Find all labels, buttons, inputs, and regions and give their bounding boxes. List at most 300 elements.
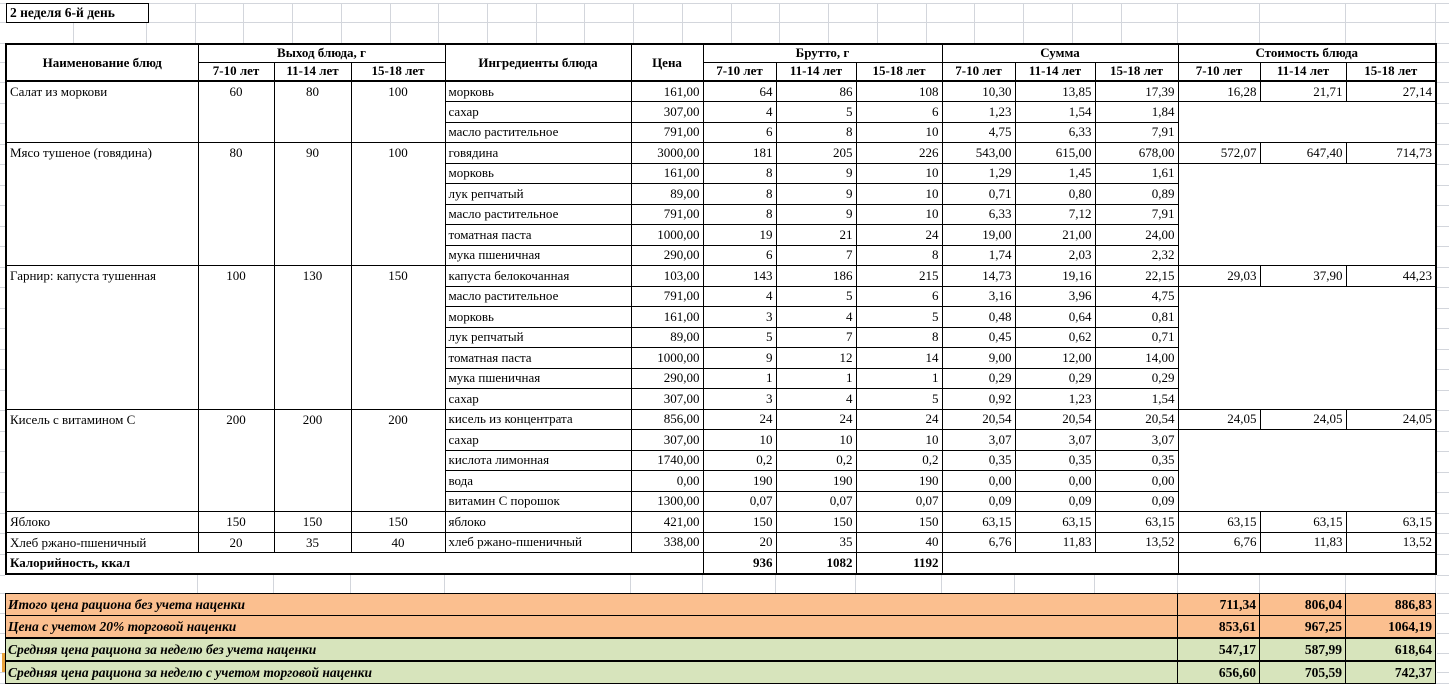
ingredient-cell[interactable]: морковь <box>445 81 631 102</box>
sum-cell[interactable]: 63,15 <box>942 512 1015 533</box>
brutto-cell[interactable]: 1 <box>703 368 776 389</box>
empty-cell[interactable] <box>1178 553 1436 574</box>
sum-cell[interactable]: 1,54 <box>1095 389 1178 410</box>
gridline <box>828 3 829 43</box>
sum-cell[interactable]: 3,07 <box>942 430 1015 451</box>
ingredient-cell[interactable]: масло растительное <box>445 204 631 225</box>
sheet-title-cell[interactable] <box>6 3 149 23</box>
sum-cell[interactable]: 3,07 <box>1095 430 1178 451</box>
ingredient-cell[interactable]: морковь <box>445 163 631 184</box>
brutto-cell[interactable]: 150 <box>703 512 776 533</box>
brutto-cell[interactable]: 186 <box>776 266 856 287</box>
sum-cell[interactable]: 63,15 <box>1015 512 1095 533</box>
sum-cell[interactable]: 13,52 <box>1095 532 1178 553</box>
brutto-cell[interactable]: 4 <box>703 286 776 307</box>
brutto-cell[interactable]: 6 <box>703 245 776 266</box>
ingredient-cell[interactable]: витамин С порошок <box>445 491 631 512</box>
sum-cell[interactable]: 10,30 <box>942 81 1015 102</box>
price-cell[interactable]: 307,00 <box>631 430 703 451</box>
price-cell[interactable]: 791,00 <box>631 204 703 225</box>
brutto-cell[interactable]: 8 <box>703 184 776 205</box>
price-cell[interactable]: 1000,00 <box>631 225 703 246</box>
column-header-price[interactable]: Цена <box>631 44 703 81</box>
brutto-cell[interactable]: 8 <box>856 327 942 348</box>
brutto-cell[interactable]: 40 <box>856 532 942 553</box>
price-cell[interactable]: 791,00 <box>631 122 703 143</box>
dish-cost-cell[interactable]: 714,73 <box>1346 143 1436 164</box>
ingredient-cell[interactable]: сахар <box>445 102 631 123</box>
dish-name-cell[interactable]: Яблоко <box>6 512 198 533</box>
gridline <box>1437 492 1449 493</box>
brutto-cell[interactable]: 5 <box>776 286 856 307</box>
sum-cell[interactable]: 2,32 <box>1095 245 1178 266</box>
gridline <box>633 3 634 43</box>
price-cell[interactable]: 421,00 <box>631 512 703 533</box>
dish-output-cell[interactable]: 150 <box>198 512 274 533</box>
ingredient-cell[interactable]: морковь <box>445 307 631 328</box>
gridline <box>1437 226 1449 227</box>
sum-cell[interactable]: 0,09 <box>1095 491 1178 512</box>
sum-cell[interactable]: 6,33 <box>1015 122 1095 143</box>
sum-cell[interactable]: 0,81 <box>1095 307 1178 328</box>
dish-name-cell[interactable]: Кисель с витамином С <box>6 409 198 512</box>
ingredient-cell[interactable]: масло растительное <box>445 286 631 307</box>
summary-label-cell[interactable]: Цена с учетом 20% торговой наценки <box>6 616 1178 639</box>
brutto-cell[interactable]: 3 <box>703 389 776 410</box>
column-header-output[interactable]: Выход блюда, г <box>198 44 445 62</box>
brutto-cell[interactable]: 190 <box>776 471 856 492</box>
brutto-cell[interactable]: 19 <box>703 225 776 246</box>
brutto-cell[interactable]: 4 <box>776 307 856 328</box>
dish-name-cell[interactable]: Мясо тушеное (говядина) <box>6 143 198 266</box>
summary-value-cell[interactable]: 967,25 <box>1260 616 1346 639</box>
dish-output-cell[interactable]: 40 <box>351 532 445 553</box>
sum-cell[interactable]: 0,35 <box>1095 450 1178 471</box>
sum-cell[interactable]: 0,48 <box>942 307 1015 328</box>
dish-cost-cell[interactable]: 37,90 <box>1260 266 1346 287</box>
sum-cell[interactable]: 4,75 <box>1095 286 1178 307</box>
summary-value-cell[interactable]: 705,59 <box>1260 661 1346 684</box>
sum-cell[interactable]: 1,45 <box>1015 163 1095 184</box>
brutto-cell[interactable]: 24 <box>856 225 942 246</box>
dish-cost-cell[interactable]: 13,52 <box>1346 532 1436 553</box>
column-header-age-group[interactable]: 7-10 лет <box>703 62 776 81</box>
dish-cost-cell[interactable]: 24,05 <box>1260 409 1346 430</box>
dish-cost-cell[interactable]: 63,15 <box>1178 512 1260 533</box>
summary-value-cell[interactable]: 853,61 <box>1178 616 1260 639</box>
sum-cell[interactable]: 1,23 <box>1015 389 1095 410</box>
brutto-cell[interactable]: 9 <box>776 184 856 205</box>
sum-cell[interactable]: 0,62 <box>1015 327 1095 348</box>
sum-cell[interactable]: 17,39 <box>1095 81 1178 102</box>
gridline <box>1437 123 1449 124</box>
price-cell[interactable]: 307,00 <box>631 102 703 123</box>
brutto-cell[interactable]: 24 <box>703 409 776 430</box>
price-cell[interactable]: 103,00 <box>631 266 703 287</box>
brutto-cell[interactable]: 1 <box>856 368 942 389</box>
gridline <box>1437 43 1449 44</box>
ingredient-cell[interactable]: капуста белокочанная <box>445 266 631 287</box>
sum-cell[interactable]: 1,61 <box>1095 163 1178 184</box>
price-cell[interactable]: 791,00 <box>631 286 703 307</box>
brutto-cell[interactable]: 1 <box>776 368 856 389</box>
brutto-cell[interactable]: 5 <box>856 389 942 410</box>
brutto-cell[interactable]: 190 <box>703 471 776 492</box>
dish-cost-cell[interactable]: 44,23 <box>1346 266 1436 287</box>
sum-cell[interactable]: 0,92 <box>942 389 1015 410</box>
brutto-cell[interactable]: 10 <box>856 204 942 225</box>
ingredient-cell[interactable]: мука пшеничная <box>445 368 631 389</box>
dish-cost-cell[interactable]: 63,15 <box>1346 512 1436 533</box>
sum-cell[interactable]: 20,54 <box>942 409 1015 430</box>
brutto-cell[interactable]: 0,2 <box>776 450 856 471</box>
price-cell[interactable]: 1300,00 <box>631 491 703 512</box>
brutto-cell[interactable]: 10 <box>856 430 942 451</box>
brutto-cell[interactable]: 21 <box>776 225 856 246</box>
gridline <box>877 3 878 43</box>
calories-value-cell[interactable]: 1192 <box>856 553 942 574</box>
ingredient-cell[interactable]: кислота лимонная <box>445 450 631 471</box>
gridline <box>1437 82 1449 83</box>
dish-output-cell[interactable]: 80 <box>274 81 351 143</box>
dish-cost-cell[interactable]: 24,05 <box>1178 409 1260 430</box>
ingredient-cell[interactable]: вода <box>445 471 631 492</box>
column-header-name[interactable]: Наименование блюд <box>6 44 198 81</box>
column-header-brutto[interactable]: Брутто, г <box>703 44 942 62</box>
sum-cell[interactable]: 20,54 <box>1095 409 1178 430</box>
sum-cell[interactable]: 3,96 <box>1015 286 1095 307</box>
dish-cost-cell[interactable]: 29,03 <box>1178 266 1260 287</box>
column-header-age-group[interactable]: 15-18 лет <box>351 62 445 81</box>
column-header-age-group[interactable]: 15-18 лет <box>856 62 942 81</box>
sum-cell[interactable]: 14,00 <box>1095 348 1178 369</box>
gridline <box>1014 574 1015 593</box>
brutto-cell[interactable]: 14 <box>856 348 942 369</box>
price-cell[interactable]: 161,00 <box>631 307 703 328</box>
brutto-cell[interactable]: 64 <box>703 81 776 102</box>
dish-output-cell[interactable]: 90 <box>274 143 351 266</box>
brutto-cell[interactable]: 5 <box>856 307 942 328</box>
dish-output-cell[interactable]: 200 <box>351 409 445 512</box>
gridline <box>1437 246 1449 247</box>
price-cell[interactable]: 307,00 <box>631 389 703 410</box>
gridline <box>1437 349 1449 350</box>
brutto-cell[interactable]: 7 <box>776 245 856 266</box>
price-cell[interactable]: 338,00 <box>631 532 703 553</box>
dish-cost-cell[interactable]: 11,83 <box>1260 532 1346 553</box>
sum-cell[interactable]: 19,00 <box>942 225 1015 246</box>
ingredient-cell[interactable]: яблоко <box>445 512 631 533</box>
dish-cost-cell[interactable]: 6,76 <box>1178 532 1260 553</box>
dish-cost-cell[interactable]: 21,71 <box>1260 81 1346 102</box>
price-cell[interactable]: 290,00 <box>631 245 703 266</box>
brutto-cell[interactable]: 10 <box>776 430 856 451</box>
price-cell[interactable]: 161,00 <box>631 81 703 102</box>
brutto-cell[interactable]: 108 <box>856 81 942 102</box>
gridline <box>1437 390 1449 391</box>
price-cell[interactable]: 290,00 <box>631 368 703 389</box>
sum-cell[interactable]: 7,91 <box>1095 204 1178 225</box>
price-cell[interactable]: 89,00 <box>631 184 703 205</box>
brutto-cell[interactable]: 8 <box>703 204 776 225</box>
brutto-cell[interactable]: 10 <box>856 122 942 143</box>
ingredient-cell[interactable]: томатная паста <box>445 225 631 246</box>
gridline <box>1437 308 1449 309</box>
gridline <box>273 574 274 593</box>
dish-cost-cell[interactable]: 16,28 <box>1178 81 1260 102</box>
dish-name-cell[interactable]: Салат из моркови <box>6 81 198 143</box>
brutto-cell[interactable]: 215 <box>856 266 942 287</box>
sum-cell[interactable]: 0,09 <box>942 491 1015 512</box>
sum-cell[interactable]: 0,35 <box>942 450 1015 471</box>
gridline <box>487 3 488 43</box>
brutto-cell[interactable]: 5 <box>703 327 776 348</box>
brutto-cell[interactable]: 10 <box>856 184 942 205</box>
column-header-sum[interactable]: Сумма <box>942 44 1178 62</box>
summary-value-cell[interactable]: 711,34 <box>1178 594 1260 616</box>
empty-cell[interactable] <box>1178 163 1436 266</box>
brutto-cell[interactable]: 0,07 <box>776 491 856 512</box>
brutto-cell[interactable]: 35 <box>776 532 856 553</box>
gridline <box>1437 369 1449 370</box>
brutto-cell[interactable]: 143 <box>703 266 776 287</box>
brutto-cell[interactable]: 24 <box>856 409 942 430</box>
sum-cell[interactable]: 0,80 <box>1015 184 1095 205</box>
sum-cell[interactable]: 0,29 <box>1015 368 1095 389</box>
dish-cost-cell[interactable]: 27,14 <box>1346 81 1436 102</box>
gridline <box>855 574 856 593</box>
sum-cell[interactable]: 7,12 <box>1015 204 1095 225</box>
summary-value-cell[interactable]: 587,99 <box>1260 638 1346 661</box>
dish-output-cell[interactable]: 150 <box>274 512 351 533</box>
brutto-cell[interactable]: 6 <box>856 286 942 307</box>
dish-output-cell[interactable]: 200 <box>274 409 351 512</box>
brutto-cell[interactable]: 150 <box>776 512 856 533</box>
column-header-age-group[interactable]: 15-18 лет <box>1095 62 1178 81</box>
sum-cell[interactable]: 24,00 <box>1095 225 1178 246</box>
brutto-cell[interactable]: 181 <box>703 143 776 164</box>
brutto-cell[interactable]: 205 <box>776 143 856 164</box>
dish-name-cell[interactable]: Хлеб ржано-пшеничный <box>6 532 198 553</box>
sum-cell[interactable]: 0,00 <box>1015 471 1095 492</box>
sum-cell[interactable]: 22,15 <box>1095 266 1178 287</box>
calories-label-cell[interactable]: Калорийность, ккал <box>6 553 703 574</box>
summary-value-cell[interactable]: 886,83 <box>1346 594 1436 616</box>
dish-output-cell[interactable]: 100 <box>198 266 274 410</box>
gridline <box>0 22 1449 23</box>
summary-label-cell[interactable]: Итого цена рациона без учета наценки <box>6 594 1178 616</box>
brutto-cell[interactable]: 226 <box>856 143 942 164</box>
sum-cell[interactable]: 3,16 <box>942 286 1015 307</box>
ingredient-cell[interactable]: говядина <box>445 143 631 164</box>
dish-output-cell[interactable]: 200 <box>198 409 274 512</box>
price-cell[interactable]: 1000,00 <box>631 348 703 369</box>
sum-cell[interactable]: 2,03 <box>1015 245 1095 266</box>
gridline <box>1437 593 1449 594</box>
sum-cell[interactable]: 63,15 <box>1095 512 1178 533</box>
dish-cost-cell[interactable]: 24,05 <box>1346 409 1436 430</box>
gridline <box>1437 410 1449 411</box>
summary-value-cell[interactable]: 806,04 <box>1260 594 1346 616</box>
price-cell[interactable]: 161,00 <box>631 163 703 184</box>
sum-cell[interactable]: 9,00 <box>942 348 1015 369</box>
brutto-cell[interactable]: 20 <box>703 532 776 553</box>
sum-cell[interactable]: 6,76 <box>942 532 1015 553</box>
sum-cell[interactable]: 0,00 <box>1095 471 1178 492</box>
price-cell[interactable]: 3000,00 <box>631 143 703 164</box>
brutto-cell[interactable]: 8 <box>703 163 776 184</box>
summary-label-cell[interactable]: Средняя цена рациона за неделю без учета наценки <box>6 638 1178 661</box>
dish-cost-cell[interactable]: 63,15 <box>1260 512 1346 533</box>
price-cell[interactable]: 89,00 <box>631 327 703 348</box>
gridline <box>1259 3 1260 43</box>
column-header-age-group[interactable]: 11-14 лет <box>274 62 351 81</box>
column-header-age-group[interactable]: 11-14 лет <box>1015 62 1095 81</box>
ingredient-cell[interactable]: сахар <box>445 430 631 451</box>
column-header-age-group[interactable]: 7-10 лет <box>942 62 1015 81</box>
sum-cell[interactable]: 1,54 <box>1015 102 1095 123</box>
sum-cell[interactable]: 0,29 <box>1095 368 1178 389</box>
gridline <box>1437 164 1449 165</box>
brutto-cell[interactable]: 6 <box>703 122 776 143</box>
sum-cell[interactable]: 21,00 <box>1015 225 1095 246</box>
brutto-cell[interactable]: 4 <box>703 102 776 123</box>
sum-cell[interactable]: 14,73 <box>942 266 1015 287</box>
dish-output-cell[interactable]: 60 <box>198 81 274 143</box>
summary-value-cell[interactable]: 547,17 <box>1178 638 1260 661</box>
brutto-cell[interactable]: 7 <box>776 327 856 348</box>
dish-cost-cell[interactable]: 572,07 <box>1178 143 1260 164</box>
empty-cell[interactable] <box>1178 102 1436 143</box>
dish-output-cell[interactable]: 150 <box>351 512 445 533</box>
sum-cell[interactable]: 0,00 <box>942 471 1015 492</box>
sum-cell[interactable]: 6,33 <box>942 204 1015 225</box>
sum-cell[interactable]: 12,00 <box>1015 348 1095 369</box>
dish-output-cell[interactable]: 100 <box>351 81 445 143</box>
column-header-age-group[interactable]: 11-14 лет <box>776 62 856 81</box>
sum-cell[interactable]: 13,85 <box>1015 81 1095 102</box>
sum-cell[interactable]: 7,91 <box>1095 122 1178 143</box>
brutto-cell[interactable]: 4 <box>776 389 856 410</box>
dish-cost-cell[interactable]: 647,40 <box>1260 143 1346 164</box>
ingredient-cell[interactable]: сахар <box>445 389 631 410</box>
ingredient-cell[interactable]: лук репчатый <box>445 184 631 205</box>
brutto-cell[interactable]: 0,07 <box>856 491 942 512</box>
sum-cell[interactable]: 0,29 <box>942 368 1015 389</box>
brutto-cell[interactable]: 150 <box>856 512 942 533</box>
dish-output-cell[interactable]: 20 <box>198 532 274 553</box>
gridline <box>1259 574 1260 593</box>
sum-cell[interactable]: 19,16 <box>1015 266 1095 287</box>
ingredient-cell[interactable]: кисель из концентрата <box>445 409 631 430</box>
calories-value-cell[interactable]: 936 <box>703 553 776 574</box>
ingredient-cell[interactable]: масло растительное <box>445 122 631 143</box>
column-header-age-group[interactable]: 15-18 лет <box>1346 62 1436 81</box>
ingredient-cell[interactable]: лук репчатый <box>445 327 631 348</box>
selected-cell[interactable]: 656,60 <box>1178 661 1260 684</box>
summary-label-cell[interactable]: Средняя цена рациона за неделю с учетом торговой наценки <box>6 661 1178 684</box>
brutto-cell[interactable]: 3 <box>703 307 776 328</box>
summary-value-cell[interactable]: 742,37 <box>1346 661 1436 684</box>
ingredient-cell[interactable]: томатная паста <box>445 348 631 369</box>
sum-cell[interactable]: 1,23 <box>942 102 1015 123</box>
dish-output-cell[interactable]: 100 <box>351 143 445 266</box>
brutto-cell[interactable]: 8 <box>856 245 942 266</box>
brutto-cell[interactable]: 12 <box>776 348 856 369</box>
empty-cell[interactable] <box>1178 286 1436 409</box>
sum-cell[interactable]: 0,09 <box>1015 491 1095 512</box>
dish-output-cell[interactable]: 80 <box>198 143 274 266</box>
price-cell[interactable]: 856,00 <box>631 409 703 430</box>
price-cell[interactable]: 0,00 <box>631 471 703 492</box>
ingredient-cell[interactable]: мука пшеничная <box>445 245 631 266</box>
sum-cell[interactable]: 20,54 <box>1015 409 1095 430</box>
column-header-age-group[interactable]: 11-14 лет <box>1260 62 1346 81</box>
dish-output-cell[interactable]: 35 <box>274 532 351 553</box>
brutto-cell[interactable]: 5 <box>776 102 856 123</box>
brutto-cell[interactable]: 10 <box>856 163 942 184</box>
gridline <box>390 3 391 43</box>
ingredient-cell[interactable]: хлеб ржано-пшеничный <box>445 532 631 553</box>
sum-cell[interactable]: 0,64 <box>1015 307 1095 328</box>
brutto-cell[interactable]: 8 <box>776 122 856 143</box>
sum-cell[interactable]: 1,84 <box>1095 102 1178 123</box>
empty-cell[interactable] <box>942 553 1178 574</box>
sum-cell[interactable]: 615,00 <box>1015 143 1095 164</box>
calories-value-cell[interactable]: 1082 <box>776 553 856 574</box>
column-header-age-group[interactable]: 7-10 лет <box>1178 62 1260 81</box>
sum-cell[interactable]: 0,45 <box>942 327 1015 348</box>
brutto-cell[interactable]: 10 <box>703 430 776 451</box>
column-header-age-group[interactable]: 7-10 лет <box>198 62 274 81</box>
summary-value-cell[interactable]: 618,64 <box>1346 638 1436 661</box>
brutto-cell[interactable]: 190 <box>856 471 942 492</box>
column-header-ingredients[interactable]: Ингредиенты блюда <box>445 44 631 81</box>
sum-cell[interactable]: 0,35 <box>1015 450 1095 471</box>
gridline <box>1437 22 1449 23</box>
dish-name-cell[interactable]: Гарнир: капуста тушенная <box>6 266 198 410</box>
brutto-cell[interactable]: 9 <box>776 163 856 184</box>
price-cell[interactable]: 1740,00 <box>631 450 703 471</box>
empty-cell[interactable] <box>1178 430 1436 512</box>
brutto-cell[interactable]: 0,2 <box>856 450 942 471</box>
sum-cell[interactable]: 0,71 <box>1095 327 1178 348</box>
column-header-cost[interactable]: Стоимость блюда <box>1178 44 1436 62</box>
brutto-cell[interactable]: 86 <box>776 81 856 102</box>
dish-output-cell[interactable]: 150 <box>351 266 445 410</box>
sum-cell[interactable]: 3,07 <box>1015 430 1095 451</box>
gridline <box>1437 472 1449 473</box>
sum-cell[interactable]: 1,29 <box>942 163 1015 184</box>
gridline <box>292 3 293 43</box>
brutto-cell[interactable]: 0,2 <box>703 450 776 471</box>
brutto-cell[interactable]: 24 <box>776 409 856 430</box>
sum-cell[interactable]: 678,00 <box>1095 143 1178 164</box>
sum-cell[interactable]: 11,83 <box>1015 532 1095 553</box>
sum-cell[interactable]: 0,89 <box>1095 184 1178 205</box>
sum-cell[interactable]: 1,74 <box>942 245 1015 266</box>
brutto-cell[interactable]: 9 <box>703 348 776 369</box>
brutto-cell[interactable]: 0,07 <box>703 491 776 512</box>
summary-value-cell[interactable]: 1064,19 <box>1346 616 1436 639</box>
sum-cell[interactable]: 4,75 <box>942 122 1015 143</box>
brutto-cell[interactable]: 9 <box>776 204 856 225</box>
dish-output-cell[interactable]: 130 <box>274 266 351 410</box>
menu-table <box>5 43 1437 575</box>
sum-cell[interactable]: 543,00 <box>942 143 1015 164</box>
brutto-cell[interactable]: 6 <box>856 102 942 123</box>
sum-cell[interactable]: 0,71 <box>942 184 1015 205</box>
